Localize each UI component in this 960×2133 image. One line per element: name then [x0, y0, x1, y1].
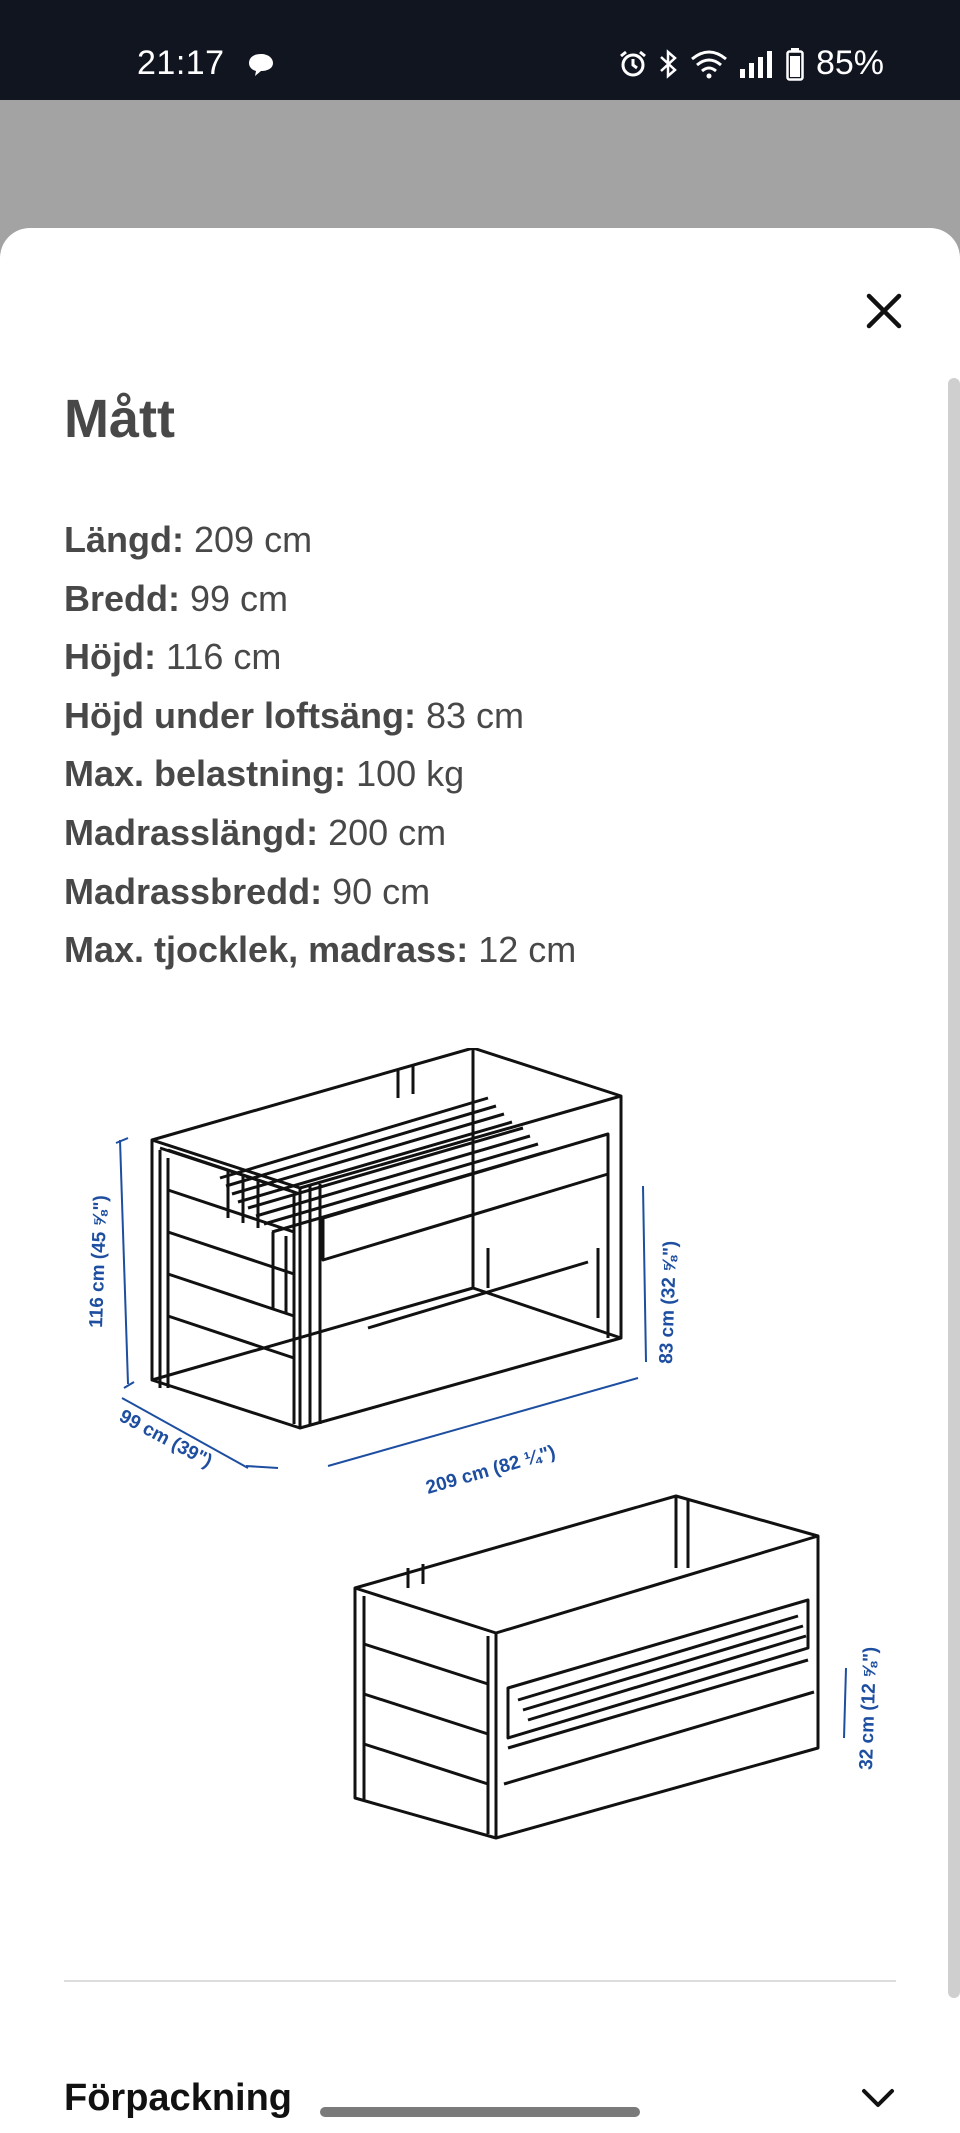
dimension-lines — [116, 1138, 846, 1738]
spec-value: 200 cm — [328, 811, 447, 853]
dimensions-sheet — [0, 228, 960, 2133]
signal-icon — [738, 49, 776, 79]
bluetooth-icon — [658, 48, 680, 80]
spec-label: Höjd under loftsäng: — [64, 694, 416, 736]
spec-mattress-length — [64, 804, 576, 863]
section-divider — [64, 1980, 896, 1982]
status-icons — [618, 44, 884, 83]
battery-icon — [786, 47, 804, 81]
close-icon — [865, 292, 903, 330]
spec-mattress-thickness — [64, 921, 576, 980]
bed-line-drawing — [68, 1048, 888, 1898]
spec-list — [64, 511, 576, 980]
status-bar — [0, 0, 960, 100]
spec-label: Max. tjocklek, madrass: — [64, 929, 469, 971]
spec-length — [64, 511, 576, 570]
close-button[interactable] — [856, 283, 912, 339]
spec-value: 209 cm — [194, 519, 313, 560]
spec-value: 100 kg — [356, 753, 465, 795]
spec-label: Längd: — [64, 519, 184, 560]
battery-level: 85% — [815, 44, 884, 82]
spec-mattress-width — [64, 863, 576, 922]
section-packaging[interactable] — [64, 2068, 896, 2128]
spec-label: Höjd: — [64, 636, 156, 678]
wifi-icon — [690, 49, 728, 79]
alarm-icon — [618, 49, 648, 79]
spec-value: 90 cm — [332, 870, 431, 912]
dimension-height-total: 116 cm (45 ⅝") — [86, 1194, 112, 1329]
dimension-width: 99 cm (39") — [115, 1405, 216, 1473]
spec-label: Max. belastning: — [64, 753, 347, 795]
spec-value: 99 cm — [190, 577, 289, 619]
spec-label: Madrassbredd: — [64, 870, 323, 912]
spec-value: 12 cm — [478, 929, 577, 971]
dimension-length: 209 cm (82 ¼") — [423, 1441, 558, 1499]
day-bed-drawing — [355, 1496, 818, 1838]
page-title: Mått — [64, 389, 175, 449]
spec-label: Madrasslängd: — [64, 811, 319, 853]
spec-width — [64, 570, 576, 629]
chat-bubble-icon — [247, 52, 275, 78]
section-title: Förpackning — [64, 2076, 293, 2119]
status-time: 21:17 — [137, 44, 225, 82]
spec-value: 116 cm — [165, 636, 282, 678]
dimension-drawing — [68, 1048, 888, 1903]
loft-bed-drawing — [152, 1048, 621, 1428]
spec-height — [64, 628, 576, 687]
spec-label: Bredd: — [64, 577, 180, 619]
dimension-height-under-loft: 83 cm (32 ⅝") — [656, 1240, 682, 1365]
spec-height-under-loft — [64, 687, 576, 746]
home-indicator[interactable] — [320, 2107, 640, 2117]
dimension-bed-height: 32 cm (12 ⅝") — [856, 1646, 882, 1771]
scrollbar[interactable] — [948, 378, 960, 1998]
spec-max-load — [64, 745, 576, 804]
spec-value: 83 cm — [425, 694, 525, 736]
chevron-down-icon — [860, 2086, 896, 2110]
